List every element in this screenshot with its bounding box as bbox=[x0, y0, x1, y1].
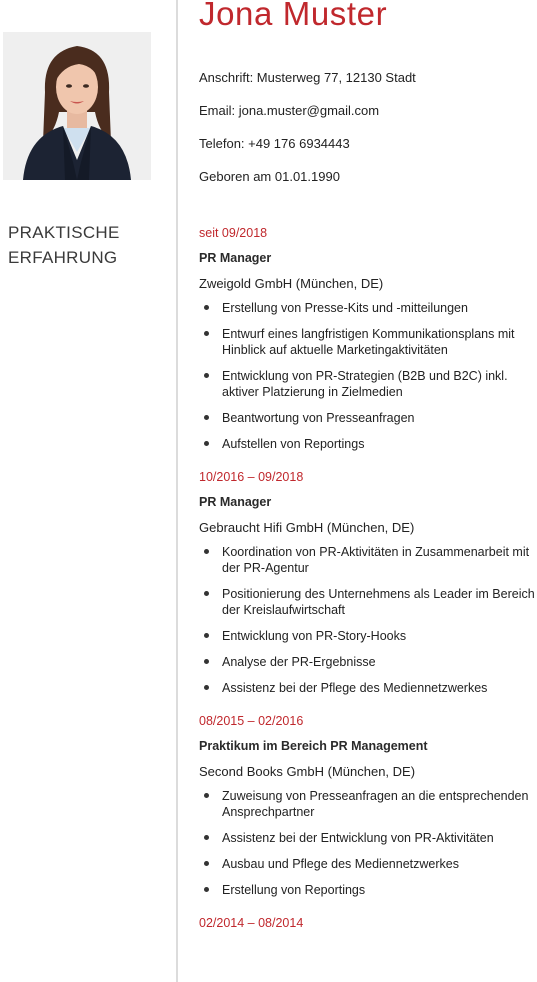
section-title-line: ERFAHRUNG bbox=[8, 248, 118, 267]
job-entry bbox=[199, 713, 537, 898]
contact-phone: Telefon: +49 176 6934443 bbox=[199, 136, 350, 151]
contact-email: Email: jona.muster@gmail.com bbox=[199, 103, 380, 118]
job-company: Second Books GmbH (München, DE) bbox=[199, 764, 416, 779]
job-duty: Erstellung von Reportings bbox=[199, 882, 537, 898]
job-duty: Ausbau und Pflege des Mediennetzwerkes bbox=[199, 856, 537, 872]
job-duty: Assistenz bei der Pflege des Mediennetzwerkes bbox=[199, 680, 537, 696]
job-duty: Aufstellen von Reportings bbox=[199, 436, 537, 452]
job-entry bbox=[199, 225, 537, 452]
applicant-name: Jona Muster bbox=[199, 0, 388, 32]
job-title: Praktikum im Bereich PR Management bbox=[199, 739, 428, 753]
job-duty: Beantwortung von Presseanfragen bbox=[199, 410, 537, 426]
job-duty: Entwurf eines langfristigen Kommunikationsplans mit Hinblick auf aktuelle Marketingaktivitäten bbox=[199, 326, 537, 358]
job-date: seit 09/2018 bbox=[199, 226, 268, 240]
job-duty: Entwicklung von PR-Strategien (B2B und B2C) inkl. aktiver Platzierung in Zielmedien bbox=[199, 368, 537, 400]
section-title-experience bbox=[8, 220, 173, 270]
section-title-line: PRAKTISCHE bbox=[8, 223, 120, 242]
contact-block bbox=[199, 69, 529, 201]
job-title: PR Manager bbox=[199, 495, 272, 509]
job-duty: Analyse der PR-Ergebnisse bbox=[199, 654, 537, 670]
job-duty: Entwicklung von PR-Story-Hooks bbox=[199, 628, 537, 644]
job-duties bbox=[199, 300, 537, 452]
job-duty: Koordination von PR-Aktivitäten in Zusammenarbeit mit der PR-Agentur bbox=[199, 544, 537, 576]
column-divider bbox=[176, 0, 178, 982]
job-title: PR Manager bbox=[199, 251, 272, 265]
job-duties bbox=[199, 544, 537, 696]
job-company: Gebraucht Hifi GmbH (München, DE) bbox=[199, 520, 415, 535]
job-duty: Positionierung des Unternehmens als Leader im Bereich der Kreislaufwirtschaft bbox=[199, 586, 537, 618]
job-entry bbox=[199, 915, 537, 932]
job-duty: Erstellung von Presse-Kits und -mitteilungen bbox=[199, 300, 537, 316]
job-duty: Zuweisung von Presseanfragen an die entsprechenden Ansprechpartner bbox=[199, 788, 537, 820]
profile-photo bbox=[3, 32, 151, 180]
job-date: 10/2016 – 09/2018 bbox=[199, 470, 304, 484]
job-date: 02/2014 – 08/2014 bbox=[199, 916, 304, 930]
job-date: 08/2015 – 02/2016 bbox=[199, 714, 304, 728]
experience-list bbox=[199, 225, 537, 949]
job-duties bbox=[199, 788, 537, 898]
contact-birthdate: Geboren am 01.01.1990 bbox=[199, 169, 340, 184]
job-duty: Assistenz bei der Entwicklung von PR-Aktivitäten bbox=[199, 830, 537, 846]
job-company: Zweigold GmbH (München, DE) bbox=[199, 276, 384, 291]
job-entry bbox=[199, 469, 537, 696]
contact-address: Anschrift: Musterweg 77, 12130 Stadt bbox=[199, 70, 416, 85]
